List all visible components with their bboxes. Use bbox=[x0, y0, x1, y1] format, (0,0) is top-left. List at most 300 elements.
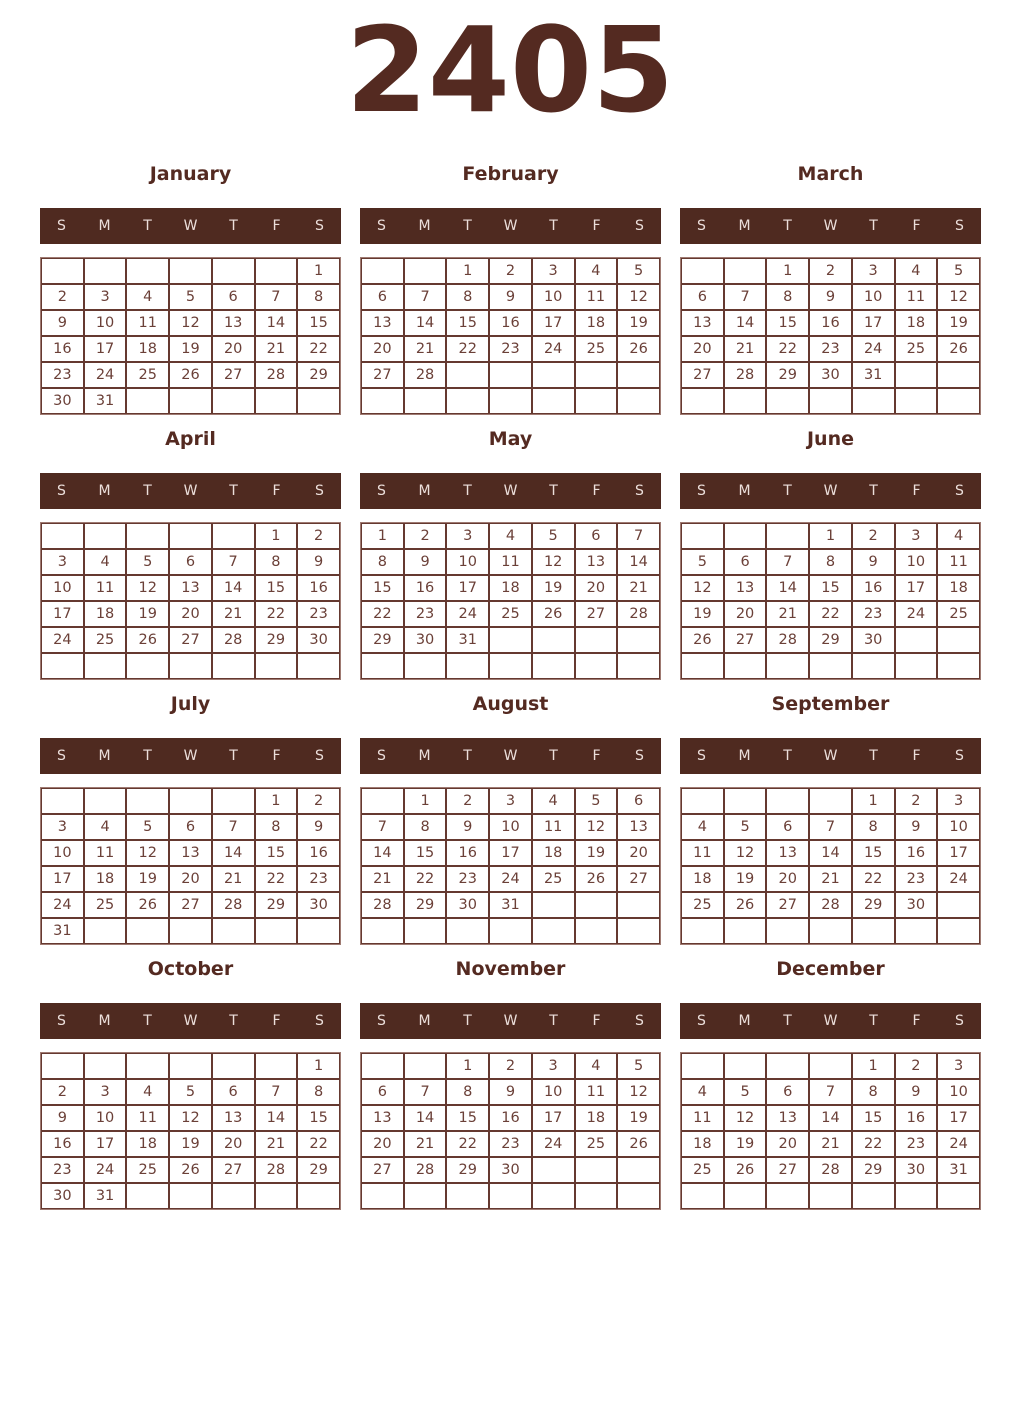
day-cell: 23 bbox=[489, 1131, 532, 1157]
weekday-label: S bbox=[955, 1012, 964, 1029]
week-row bbox=[41, 840, 340, 866]
month-title: February bbox=[462, 163, 559, 186]
day-cell: 5 bbox=[681, 549, 724, 575]
day-cell: 23 bbox=[489, 336, 532, 362]
empty-day-cell bbox=[255, 1183, 298, 1209]
day-cell: 27 bbox=[169, 892, 212, 918]
weekday-header bbox=[40, 1003, 341, 1039]
empty-day-cell bbox=[766, 1183, 809, 1209]
day-cell: 14 bbox=[809, 1105, 852, 1131]
empty-day-cell bbox=[809, 788, 852, 814]
day-cell: 5 bbox=[532, 523, 575, 549]
week-row bbox=[41, 362, 340, 388]
day-cell: 2 bbox=[41, 284, 84, 310]
day-cell: 29 bbox=[446, 1157, 489, 1183]
day-cell: 19 bbox=[937, 310, 980, 336]
day-cell: 17 bbox=[41, 601, 84, 627]
day-cell: 5 bbox=[575, 788, 618, 814]
day-cell: 2 bbox=[297, 788, 340, 814]
month-august bbox=[360, 693, 661, 945]
empty-day-cell bbox=[126, 1183, 169, 1209]
month-table bbox=[360, 257, 661, 415]
day-cell: 1 bbox=[255, 788, 298, 814]
day-cell: 3 bbox=[852, 258, 895, 284]
day-cell: 26 bbox=[617, 336, 660, 362]
week-row bbox=[361, 1105, 660, 1131]
weekday-label: W bbox=[503, 218, 518, 235]
empty-day-cell bbox=[575, 1157, 618, 1183]
week-row bbox=[681, 1053, 980, 1079]
empty-day-cell bbox=[361, 1053, 404, 1079]
day-cell: 11 bbox=[84, 575, 127, 601]
weekday-label: F bbox=[592, 747, 601, 764]
week-row bbox=[361, 788, 660, 814]
day-cell: 4 bbox=[575, 1053, 618, 1079]
day-cell: 17 bbox=[41, 866, 84, 892]
week-row bbox=[361, 388, 660, 414]
day-cell: 16 bbox=[489, 1105, 532, 1131]
day-cell: 5 bbox=[937, 258, 980, 284]
day-cell: 21 bbox=[212, 866, 255, 892]
day-cell: 9 bbox=[446, 814, 489, 840]
day-cell: 25 bbox=[532, 866, 575, 892]
empty-day-cell bbox=[937, 653, 980, 679]
weekday-label: S bbox=[315, 218, 324, 235]
day-cell: 16 bbox=[41, 336, 84, 362]
empty-day-cell bbox=[895, 653, 938, 679]
day-cell: 16 bbox=[809, 310, 852, 336]
empty-day-cell bbox=[126, 788, 169, 814]
weekday-label: T bbox=[229, 1012, 238, 1029]
day-cell: 24 bbox=[84, 1157, 127, 1183]
week-row bbox=[361, 362, 660, 388]
day-cell: 2 bbox=[809, 258, 852, 284]
empty-day-cell bbox=[489, 1183, 532, 1209]
weekday-label: S bbox=[57, 1012, 66, 1029]
week-row bbox=[41, 1183, 340, 1209]
weekday-label: T bbox=[229, 482, 238, 499]
month-table bbox=[360, 522, 661, 680]
day-cell: 20 bbox=[724, 601, 767, 627]
weekday-label: M bbox=[418, 747, 431, 764]
day-cell: 13 bbox=[212, 1105, 255, 1131]
empty-day-cell bbox=[489, 653, 532, 679]
day-cell: 24 bbox=[852, 336, 895, 362]
weekday-label: F bbox=[272, 1012, 281, 1029]
day-cell: 1 bbox=[852, 1053, 895, 1079]
weekday-label: M bbox=[738, 747, 751, 764]
empty-day-cell bbox=[852, 388, 895, 414]
weekday-label: T bbox=[783, 218, 792, 235]
day-cell: 25 bbox=[84, 892, 127, 918]
day-cell: 6 bbox=[169, 814, 212, 840]
month-march bbox=[680, 163, 981, 415]
day-cell: 1 bbox=[404, 788, 447, 814]
empty-day-cell bbox=[937, 918, 980, 944]
week-row bbox=[361, 1079, 660, 1105]
weekday-label: S bbox=[635, 747, 644, 764]
day-cell: 21 bbox=[404, 1131, 447, 1157]
day-cell: 13 bbox=[724, 575, 767, 601]
empty-day-cell bbox=[681, 1053, 724, 1079]
week-row bbox=[41, 1053, 340, 1079]
weekday-label: S bbox=[955, 482, 964, 499]
empty-day-cell bbox=[126, 653, 169, 679]
weekday-label: T bbox=[783, 1012, 792, 1029]
day-cell: 3 bbox=[532, 1053, 575, 1079]
weekday-label: W bbox=[183, 1012, 198, 1029]
day-cell: 1 bbox=[446, 1053, 489, 1079]
day-cell: 12 bbox=[169, 310, 212, 336]
month-table bbox=[40, 1052, 341, 1210]
week-row bbox=[41, 601, 340, 627]
day-cell: 30 bbox=[446, 892, 489, 918]
empty-day-cell bbox=[404, 653, 447, 679]
weekday-label: W bbox=[183, 747, 198, 764]
weekday-label: T bbox=[783, 482, 792, 499]
day-cell: 4 bbox=[532, 788, 575, 814]
day-cell: 9 bbox=[489, 284, 532, 310]
week-row bbox=[681, 918, 980, 944]
week-row bbox=[41, 336, 340, 362]
day-cell: 12 bbox=[724, 1105, 767, 1131]
day-cell: 29 bbox=[809, 627, 852, 653]
week-row bbox=[361, 523, 660, 549]
day-cell: 24 bbox=[937, 1131, 980, 1157]
month-table bbox=[680, 787, 981, 945]
day-cell: 10 bbox=[937, 1079, 980, 1105]
day-cell: 17 bbox=[895, 575, 938, 601]
week-row bbox=[361, 549, 660, 575]
empty-day-cell bbox=[84, 918, 127, 944]
day-cell: 2 bbox=[41, 1079, 84, 1105]
month-title: April bbox=[165, 428, 216, 451]
weekday-label: T bbox=[869, 218, 878, 235]
week-row bbox=[361, 866, 660, 892]
day-cell: 15 bbox=[361, 575, 404, 601]
day-cell: 13 bbox=[766, 840, 809, 866]
empty-day-cell bbox=[809, 1053, 852, 1079]
day-cell: 27 bbox=[361, 362, 404, 388]
day-cell: 10 bbox=[84, 1105, 127, 1131]
weekday-label: F bbox=[592, 218, 601, 235]
empty-day-cell bbox=[404, 258, 447, 284]
day-cell: 30 bbox=[809, 362, 852, 388]
weekday-label: M bbox=[738, 1012, 751, 1029]
day-cell: 19 bbox=[724, 866, 767, 892]
empty-day-cell bbox=[446, 362, 489, 388]
weekday-label: S bbox=[955, 747, 964, 764]
week-row bbox=[681, 284, 980, 310]
weekday-label: W bbox=[823, 218, 838, 235]
empty-day-cell bbox=[212, 1183, 255, 1209]
day-cell: 7 bbox=[766, 549, 809, 575]
empty-day-cell bbox=[852, 653, 895, 679]
day-cell: 14 bbox=[361, 840, 404, 866]
empty-day-cell bbox=[404, 1053, 447, 1079]
day-cell: 20 bbox=[212, 1131, 255, 1157]
day-cell: 14 bbox=[404, 310, 447, 336]
day-cell: 1 bbox=[809, 523, 852, 549]
week-row bbox=[361, 892, 660, 918]
empty-day-cell bbox=[617, 653, 660, 679]
empty-day-cell bbox=[766, 1053, 809, 1079]
day-cell: 10 bbox=[41, 575, 84, 601]
week-row bbox=[361, 336, 660, 362]
day-cell: 9 bbox=[895, 814, 938, 840]
day-cell: 3 bbox=[84, 284, 127, 310]
day-cell: 31 bbox=[84, 388, 127, 414]
day-cell: 25 bbox=[575, 1131, 618, 1157]
day-cell: 21 bbox=[255, 336, 298, 362]
empty-day-cell bbox=[41, 258, 84, 284]
day-cell: 1 bbox=[446, 258, 489, 284]
weekday-label: T bbox=[229, 218, 238, 235]
day-cell: 26 bbox=[937, 336, 980, 362]
day-cell: 12 bbox=[532, 549, 575, 575]
day-cell: 26 bbox=[575, 866, 618, 892]
month-table bbox=[360, 1052, 661, 1210]
month-table bbox=[360, 787, 661, 945]
empty-day-cell bbox=[361, 1183, 404, 1209]
empty-day-cell bbox=[532, 892, 575, 918]
month-table bbox=[40, 257, 341, 415]
weekday-label: S bbox=[635, 482, 644, 499]
day-cell: 2 bbox=[297, 523, 340, 549]
empty-day-cell bbox=[766, 523, 809, 549]
day-cell: 3 bbox=[937, 1053, 980, 1079]
empty-day-cell bbox=[212, 788, 255, 814]
day-cell: 10 bbox=[895, 549, 938, 575]
empty-day-cell bbox=[937, 388, 980, 414]
day-cell: 10 bbox=[446, 549, 489, 575]
weekday-label: S bbox=[955, 218, 964, 235]
empty-day-cell bbox=[937, 892, 980, 918]
day-cell: 2 bbox=[852, 523, 895, 549]
day-cell: 19 bbox=[126, 601, 169, 627]
weekday-header bbox=[360, 738, 661, 774]
day-cell: 17 bbox=[532, 310, 575, 336]
day-cell: 30 bbox=[41, 1183, 84, 1209]
day-cell: 21 bbox=[404, 336, 447, 362]
day-cell: 10 bbox=[489, 814, 532, 840]
day-cell: 6 bbox=[361, 284, 404, 310]
empty-day-cell bbox=[297, 653, 340, 679]
weekday-label: M bbox=[98, 482, 111, 499]
weekday-label: S bbox=[377, 747, 386, 764]
day-cell: 13 bbox=[766, 1105, 809, 1131]
day-cell: 18 bbox=[937, 575, 980, 601]
day-cell: 19 bbox=[169, 336, 212, 362]
day-cell: 4 bbox=[681, 814, 724, 840]
day-cell: 7 bbox=[404, 284, 447, 310]
day-cell: 24 bbox=[446, 601, 489, 627]
empty-day-cell bbox=[575, 1183, 618, 1209]
week-row bbox=[681, 601, 980, 627]
empty-day-cell bbox=[84, 788, 127, 814]
weekday-label: W bbox=[823, 482, 838, 499]
empty-day-cell bbox=[41, 653, 84, 679]
day-cell: 29 bbox=[766, 362, 809, 388]
empty-day-cell bbox=[212, 653, 255, 679]
weekday-label: T bbox=[549, 218, 558, 235]
day-cell: 14 bbox=[724, 310, 767, 336]
day-cell: 8 bbox=[361, 549, 404, 575]
day-cell: 22 bbox=[446, 1131, 489, 1157]
weekday-header bbox=[40, 208, 341, 244]
weekday-label: S bbox=[315, 1012, 324, 1029]
weekday-label: M bbox=[98, 747, 111, 764]
day-cell: 21 bbox=[212, 601, 255, 627]
empty-day-cell bbox=[575, 388, 618, 414]
empty-day-cell bbox=[361, 788, 404, 814]
day-cell: 15 bbox=[852, 840, 895, 866]
day-cell: 9 bbox=[489, 1079, 532, 1105]
day-cell: 2 bbox=[404, 523, 447, 549]
day-cell: 8 bbox=[852, 814, 895, 840]
day-cell: 17 bbox=[532, 1105, 575, 1131]
day-cell: 10 bbox=[852, 284, 895, 310]
day-cell: 23 bbox=[404, 601, 447, 627]
empty-day-cell bbox=[404, 388, 447, 414]
week-row bbox=[361, 627, 660, 653]
day-cell: 28 bbox=[361, 892, 404, 918]
day-cell: 13 bbox=[575, 549, 618, 575]
empty-day-cell bbox=[724, 523, 767, 549]
day-cell: 15 bbox=[852, 1105, 895, 1131]
empty-day-cell bbox=[724, 1183, 767, 1209]
month-table bbox=[680, 257, 981, 415]
day-cell: 4 bbox=[126, 284, 169, 310]
weekday-label: S bbox=[377, 482, 386, 499]
day-cell: 15 bbox=[446, 310, 489, 336]
day-cell: 27 bbox=[169, 627, 212, 653]
day-cell: 20 bbox=[169, 866, 212, 892]
day-cell: 16 bbox=[895, 840, 938, 866]
empty-day-cell bbox=[809, 653, 852, 679]
day-cell: 18 bbox=[681, 1131, 724, 1157]
week-row bbox=[41, 1105, 340, 1131]
weekday-label: S bbox=[635, 218, 644, 235]
day-cell: 15 bbox=[255, 575, 298, 601]
month-july bbox=[40, 693, 341, 945]
day-cell: 28 bbox=[212, 627, 255, 653]
empty-day-cell bbox=[766, 788, 809, 814]
week-row bbox=[41, 549, 340, 575]
day-cell: 12 bbox=[681, 575, 724, 601]
month-september bbox=[680, 693, 981, 945]
empty-day-cell bbox=[724, 918, 767, 944]
month-title: March bbox=[797, 163, 864, 186]
weekday-label: S bbox=[697, 1012, 706, 1029]
day-cell: 11 bbox=[937, 549, 980, 575]
week-row bbox=[681, 1183, 980, 1209]
day-cell: 20 bbox=[212, 336, 255, 362]
day-cell: 18 bbox=[84, 601, 127, 627]
weekday-label: S bbox=[57, 747, 66, 764]
day-cell: 19 bbox=[724, 1131, 767, 1157]
empty-day-cell bbox=[575, 362, 618, 388]
weekday-label: T bbox=[229, 747, 238, 764]
day-cell: 27 bbox=[361, 1157, 404, 1183]
day-cell: 29 bbox=[361, 627, 404, 653]
day-cell: 16 bbox=[852, 575, 895, 601]
empty-day-cell bbox=[41, 1053, 84, 1079]
day-cell: 5 bbox=[169, 284, 212, 310]
day-cell: 3 bbox=[532, 258, 575, 284]
day-cell: 23 bbox=[41, 362, 84, 388]
week-row bbox=[361, 601, 660, 627]
week-row bbox=[681, 336, 980, 362]
day-cell: 15 bbox=[766, 310, 809, 336]
weekday-label: M bbox=[418, 482, 431, 499]
day-cell: 4 bbox=[126, 1079, 169, 1105]
day-cell: 20 bbox=[766, 866, 809, 892]
weekday-label: T bbox=[143, 1012, 152, 1029]
day-cell: 24 bbox=[532, 336, 575, 362]
empty-day-cell bbox=[532, 388, 575, 414]
day-cell: 18 bbox=[575, 1105, 618, 1131]
day-cell: 19 bbox=[126, 866, 169, 892]
day-cell: 2 bbox=[895, 1053, 938, 1079]
day-cell: 26 bbox=[126, 627, 169, 653]
day-cell: 23 bbox=[895, 866, 938, 892]
month-title: January bbox=[149, 163, 232, 186]
day-cell: 25 bbox=[937, 601, 980, 627]
week-row bbox=[41, 892, 340, 918]
day-cell: 4 bbox=[489, 523, 532, 549]
month-title: August bbox=[472, 692, 549, 715]
empty-day-cell bbox=[575, 918, 618, 944]
day-cell: 24 bbox=[895, 601, 938, 627]
day-cell: 24 bbox=[937, 866, 980, 892]
week-row bbox=[41, 788, 340, 814]
day-cell: 4 bbox=[681, 1079, 724, 1105]
day-cell: 16 bbox=[895, 1105, 938, 1131]
week-row bbox=[681, 258, 980, 284]
day-cell: 12 bbox=[575, 814, 618, 840]
weekday-header bbox=[360, 1003, 661, 1039]
empty-day-cell bbox=[255, 1053, 298, 1079]
empty-day-cell bbox=[681, 523, 724, 549]
day-cell: 25 bbox=[126, 362, 169, 388]
empty-day-cell bbox=[617, 1183, 660, 1209]
weekday-label: M bbox=[738, 218, 751, 235]
month-title: September bbox=[771, 692, 890, 715]
day-cell: 2 bbox=[489, 1053, 532, 1079]
day-cell: 2 bbox=[446, 788, 489, 814]
empty-day-cell bbox=[532, 627, 575, 653]
day-cell: 8 bbox=[446, 284, 489, 310]
weekday-header bbox=[360, 208, 661, 244]
empty-day-cell bbox=[446, 1183, 489, 1209]
day-cell: 3 bbox=[41, 814, 84, 840]
empty-day-cell bbox=[681, 388, 724, 414]
day-cell: 1 bbox=[297, 1053, 340, 1079]
week-row bbox=[361, 1131, 660, 1157]
day-cell: 8 bbox=[297, 1079, 340, 1105]
day-cell: 9 bbox=[895, 1079, 938, 1105]
empty-day-cell bbox=[617, 627, 660, 653]
day-cell: 23 bbox=[852, 601, 895, 627]
day-cell: 25 bbox=[681, 892, 724, 918]
empty-day-cell bbox=[41, 788, 84, 814]
empty-day-cell bbox=[255, 258, 298, 284]
day-cell: 29 bbox=[852, 892, 895, 918]
day-cell: 6 bbox=[212, 284, 255, 310]
weekday-label: T bbox=[549, 747, 558, 764]
day-cell: 18 bbox=[489, 575, 532, 601]
